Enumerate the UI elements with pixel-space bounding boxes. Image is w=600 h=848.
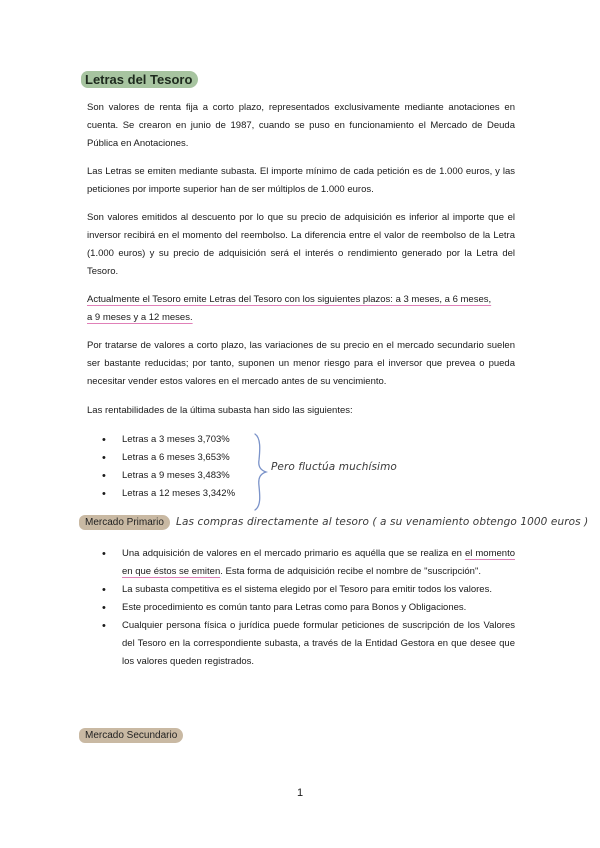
paragraph-descuento: Son valores emitidos al descuento por lo que su precio de adquisición es inferior al importe que el inversor recibirá en el momento del reembolso. La diferencia entre el valor de reembolso de la Letra (1.000 euros) y su precio de adquisición será el interés o rendimiento generado por la Letra del Tesoro. (87, 212, 515, 277)
bullet1-text-end: . Esta forma de adquisición recibe el nombre de "suscripción". (220, 566, 481, 577)
list-item: • Letras a 9 meses 3,483% (122, 467, 235, 485)
list-item: • Este procedimiento es común tanto para Letras como para Bonos y Obligaciones. (122, 599, 515, 617)
paragraph-plazos (87, 291, 515, 327)
handwritten-note-compras: Las compras directamente al tesoro ( a su venamiento obtengo 1000 euros ) (176, 516, 589, 528)
page-number: 1 (296, 787, 304, 799)
paragraph-subasta: Las Letras se emiten mediante subasta. El importe mínimo de cada petición es de 1.000 euros, y las peticiones por importe superior han de ser múltiplos de 1.000 euros. (87, 166, 515, 195)
paragraph-definition: Son valores de renta fija a corto plazo, representados exclusivamente mediante anotaciones en cuenta. Se crearon en junio de 1987, cuando se puso en funcionamiento el Mercado de Deuda Pública en Anotaciones. (87, 102, 515, 149)
plazos-line-2: a 9 meses y a 12 meses. (87, 312, 193, 323)
list-item: • Letras a 6 meses 3,653% (122, 449, 235, 467)
section-title-secundario: Mercado Secundario (79, 728, 183, 743)
bullet1-text: Una adquisición de valores en el mercado primario es aquélla que se realiza en (122, 548, 465, 559)
list-item (122, 545, 515, 581)
bullet1-highlight: el momento en que éstos se emiten (122, 548, 515, 577)
primario-list (122, 545, 515, 671)
list-item: • Letras a 3 meses 3,703% (122, 431, 235, 449)
list-item: • Cualquier persona física o jurídica puede formular peticiones de suscripción de los Valores del Tesoro en la correspondiente subasta, a través de la Entidad Gestora en que desee que los valores queden registrados. (122, 617, 515, 671)
list-item: • Letras a 12 meses 3,342% (122, 485, 235, 503)
brace-icon (252, 432, 270, 512)
paragraph-riesgo: Por tratarse de valores a corto plazo, las variaciones de su precio en el mercado secundario suelen ser bastante reducidas; por tanto, suponen un menor riesgo para el inversor que prevea o pueda necesitar vender estos valores en el mercado antes de su vencimiento. (87, 340, 515, 387)
rentabilidades-list (122, 431, 235, 503)
list-item: • La subasta competitiva es el sistema elegido por el Tesoro para emitir todos los valores. (122, 581, 515, 599)
paragraph-rentabilidades-intro: Las rentabilidades de la última subasta han sido las siguientes: (87, 405, 353, 416)
handwritten-note-fluctua: Pero fluctúa muchísimo (271, 461, 397, 473)
page-title: Letras del Tesoro (81, 71, 198, 88)
section-title-primario: Mercado Primario (79, 515, 170, 530)
plazos-line-1: Actualmente el Tesoro emite Letras del Tesoro con los siguientes plazos: a 3 meses, a 6 meses, (87, 294, 492, 305)
